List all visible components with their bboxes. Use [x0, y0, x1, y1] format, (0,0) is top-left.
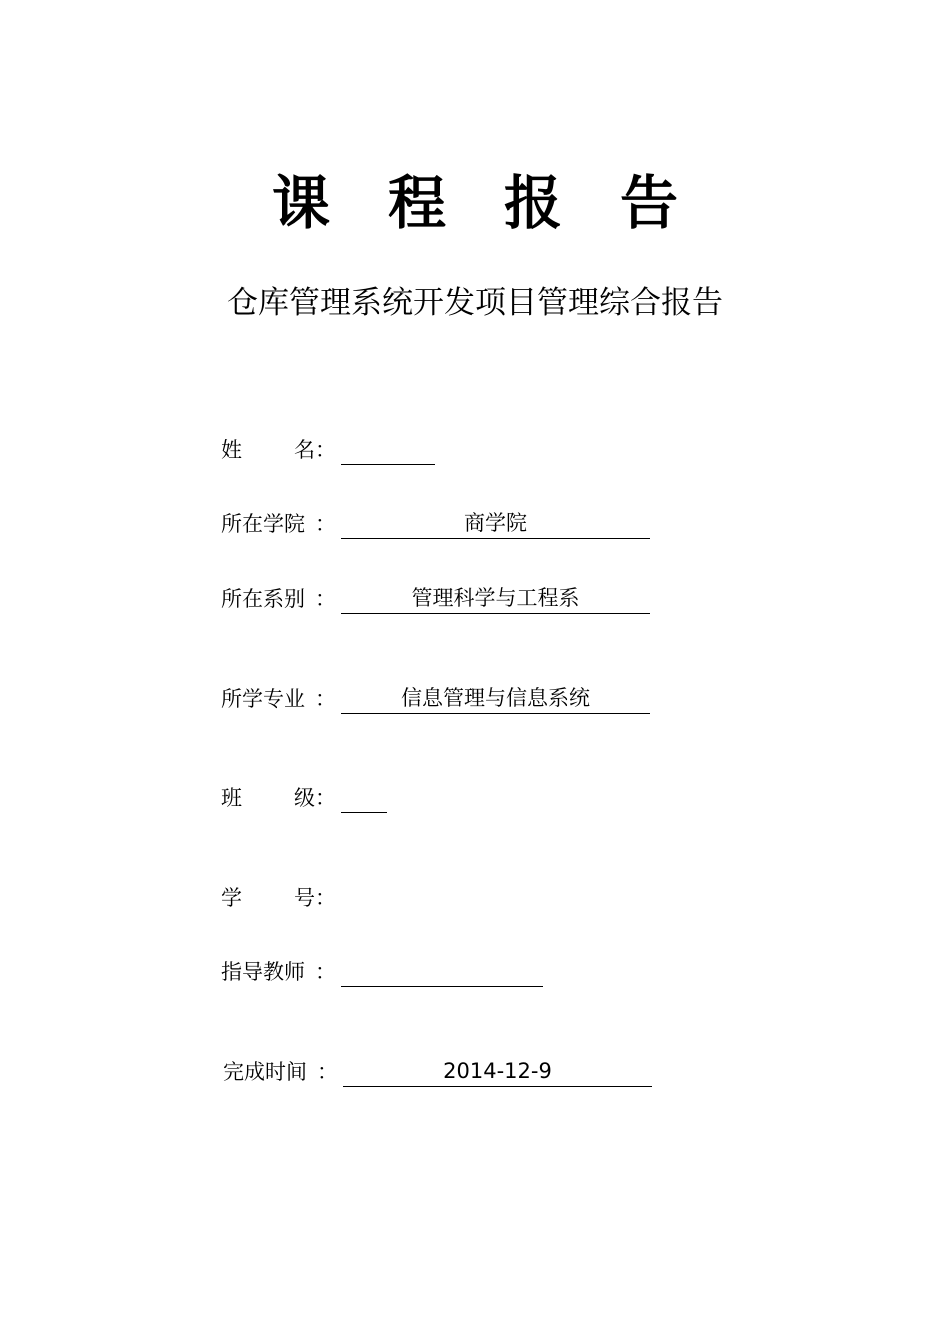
- field-department-label: 所在系别: [221, 587, 305, 611]
- field-name-blank[interactable]: [341, 434, 435, 465]
- field-class-blank[interactable]: [341, 782, 387, 813]
- report-title: 课程报告: [271, 169, 736, 237]
- field-major-value[interactable]: 信息管理与信息系统: [341, 683, 650, 714]
- field-completion-date-value[interactable]: 2014-12-9: [343, 1056, 652, 1087]
- field-major-label: 所学专业: [221, 687, 305, 711]
- field-college-value[interactable]: 商学院: [341, 508, 650, 539]
- field-student-id-label-char-1: 学: [221, 886, 242, 910]
- field-student-id-colon: ：: [315, 886, 336, 910]
- field-major-colon: ：: [315, 687, 336, 711]
- field-class-label: [221, 782, 315, 814]
- field-advisor-colon: ：: [315, 960, 336, 984]
- field-college-colon: ：: [315, 512, 336, 536]
- report-subtitle: 仓库管理系统开发项目管理综合报告: [227, 285, 723, 321]
- field-completion-date-label: 完成时间: [223, 1060, 307, 1084]
- field-advisor-label: 指导教师: [221, 960, 305, 984]
- field-name-colon: ：: [315, 438, 336, 462]
- field-completion-date-colon: ：: [317, 1060, 338, 1084]
- field-advisor-blank[interactable]: [341, 956, 543, 987]
- field-name-label: [221, 434, 315, 466]
- field-college-label: 所在学院: [221, 512, 305, 536]
- field-class-label-char-2: 级: [294, 786, 315, 810]
- field-name-label-char-1: 姓: [221, 438, 242, 462]
- field-student-id-label: [221, 882, 315, 914]
- field-class-colon: ：: [315, 786, 336, 810]
- field-department-value[interactable]: 管理科学与工程系: [341, 583, 650, 614]
- field-name-label-char-2: 名: [294, 438, 315, 462]
- field-class-label-char-1: 班: [221, 786, 242, 810]
- field-department-colon: ：: [315, 587, 336, 611]
- field-student-id-label-char-2: 号: [294, 886, 315, 910]
